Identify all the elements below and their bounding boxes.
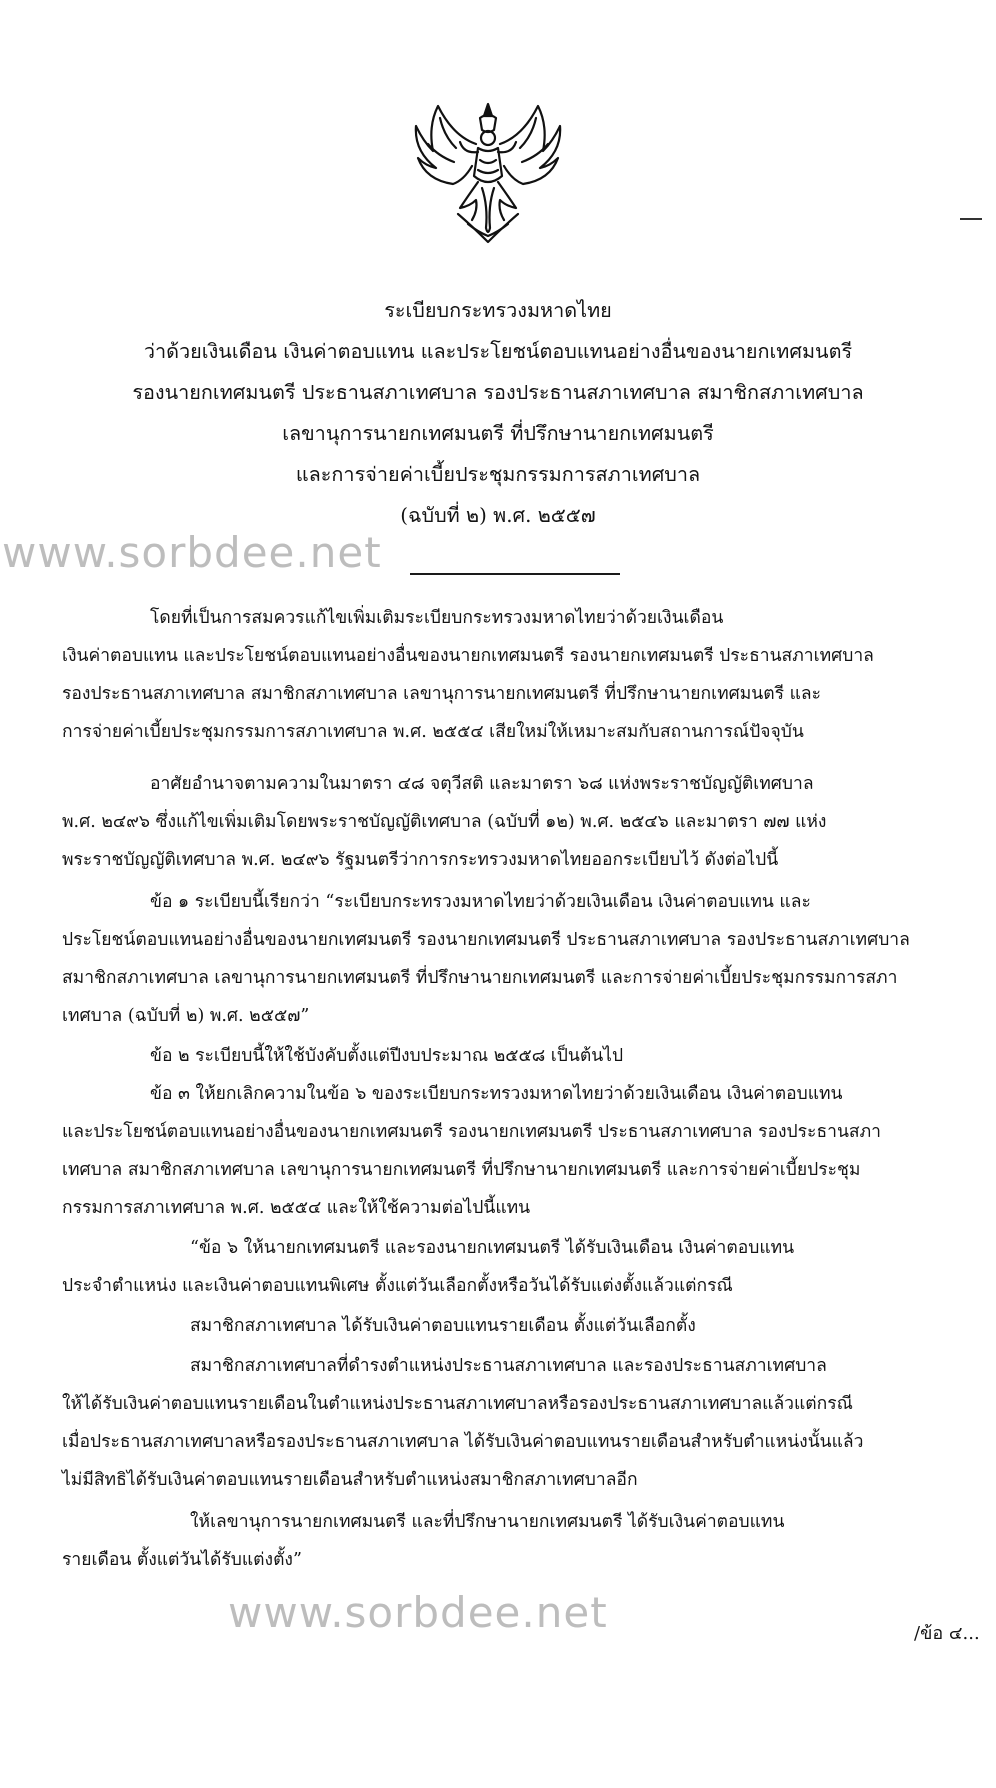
title-line: รองนายกเทศมนตรี ประธานสภาเทศบาล รองประธานสภาเทศบาล สมาชิกสภาเทศบาล [132, 381, 864, 404]
body-line: อาศัยอำนาจตามความในมาตรา ๔๘ จตุวีสติ และมาตรา ๖๘ แห่งพระราชบัญญัติเทศบาล [150, 774, 814, 794]
title-line: ว่าด้วยเงินเดือน เงินค่าตอบแทน และประโยชน์ตอบแทนอย่างอื่นของนายกเทศมนตรี [143, 340, 853, 363]
body-line: ให้ได้รับเงินค่าตอบแทนรายเดือนในตำแหน่งประธานสภาเทศบาลหรือรองประธานสภาเทศบาลแล้วแต่กรณี [62, 1394, 853, 1414]
body-line: เทศบาล (ฉบับที่ ๒) พ.ศ. ๒๕๕๗” [62, 1006, 310, 1026]
body-line: สมาชิกสภาเทศบาล เลขานุการนายกเทศมนตรี ที่ปรึกษานายกเทศมนตรี และการจ่ายค่าเบี้ยประชุมกรรมการสภา [62, 968, 898, 988]
body-line: รายเดือน ตั้งแต่วันได้รับแต่งตั้ง” [62, 1550, 302, 1570]
body-line: ไม่มีสิทธิได้รับเงินค่าตอบแทนรายเดือนสำหรับตำแหน่งสมาชิกสภาเทศบาลอีก [62, 1470, 638, 1490]
body-line: ข้อ ๒ ระเบียบนี้ให้ใช้บังคับตั้งแต่ปีงบประมาณ ๒๕๕๘ เป็นต้นไป [150, 1046, 624, 1066]
body-line: พระราชบัญญัติเทศบาล พ.ศ. ๒๔๙๖ รัฐมนตรีว่าการกระทรวงมหาดไทยออกระเบียบไว้ ดังต่อไปนี้ [62, 850, 779, 870]
title-underline [410, 573, 620, 575]
body-line: ประโยชน์ตอบแทนอย่างอื่นของนายกเทศมนตรี รองนายกเทศมนตรี ประธานสภาเทศบาล รองประธานสภาเทศบาล [62, 930, 910, 950]
body-line: สมาชิกสภาเทศบาล ได้รับเงินค่าตอบแทนรายเดือน ตั้งแต่วันเลือกตั้ง [190, 1316, 696, 1336]
body-line: โดยที่เป็นการสมควรแก้ไขเพิ่มเติมระเบียบกระทรวงมหาดไทยว่าด้วยเงินเดือน [150, 608, 724, 628]
watermark-text: www.sorbdee.net [228, 1588, 608, 1637]
body-line: ข้อ ๓ ให้ยกเลิกความในข้อ ๖ ของระเบียบกระทรวงมหาดไทยว่าด้วยเงินเดือน เงินค่าตอบแทน [150, 1084, 843, 1104]
body-line: พ.ศ. ๒๔๙๖ ซึ่งแก้ไขเพิ่มเติมโดยพระราชบัญญัติเทศบาล (ฉบับที่ ๑๒) พ.ศ. ๒๕๔๖ และมาตรา ๗๗ แห่ง [62, 812, 827, 832]
body-line: เงินค่าตอบแทน และประโยชน์ตอบแทนอย่างอื่นของนายกเทศมนตรี รองนายกเทศมนตรี ประธานสภาเทศบาล [62, 646, 874, 666]
document-title [0, 290, 996, 536]
body-line: เทศบาล สมาชิกสภาเทศบาล เลขานุการนายกเทศมนตรี ที่ปรึกษานายกเทศมนตรี และการจ่ายค่าเบี้ยประชุม [62, 1160, 861, 1180]
body-line: และประโยชน์ตอบแทนอย่างอื่นของนายกเทศมนตรี รองนายกเทศมนตรี ประธานสภาเทศบาล รองประธานสภา [62, 1122, 881, 1142]
body-line: รองประธานสภาเทศบาล สมาชิกสภาเทศบาล เลขานุการนายกเทศมนตรี ที่ปรึกษานายกเทศมนตรี และ [62, 684, 821, 704]
garuda-emblem-icon [398, 96, 578, 246]
title-line: และการจ่ายค่าเบี้ยประชุมกรรมการสภาเทศบาล [295, 463, 701, 486]
body-line: กรรมการสภาเทศบาล พ.ศ. ๒๕๕๔ และให้ใช้ความต่อไปนี้แทน [62, 1198, 531, 1218]
title-line: (ฉบับที่ ๒) พ.ศ. ๒๕๕๗ [400, 504, 596, 527]
body-line: “ข้อ ๖ ให้นายกเทศมนตรี และรองนายกเทศมนตรี ได้รับเงินเดือน เงินค่าตอบแทน [190, 1238, 795, 1258]
body-line: ประจำตำแหน่ง และเงินค่าตอบแทนพิเศษ ตั้งแต่วันเลือกตั้งหรือวันได้รับแต่งตั้งแล้วแต่กรณี [62, 1276, 733, 1296]
body-line: ให้เลขานุการนายกเทศมนตรี และที่ปรึกษานายกเทศมนตรี ได้รับเงินค่าตอบแทน [190, 1512, 785, 1532]
body-line: การจ่ายค่าเบี้ยประชุมกรรมการสภาเทศบาล พ.ศ. ๒๕๕๔ เสียใหม่ให้เหมาะสมกับสถานการณ์ปัจจุบัน [62, 722, 804, 742]
body-line: สมาชิกสภาเทศบาลที่ดำรงตำแหน่งประธานสภาเทศบาล และรองประธานสภาเทศบาล [190, 1356, 827, 1376]
title-line: ระเบียบกระทรวงมหาดไทย [384, 299, 612, 322]
title-line: เลขานุการนายกเทศมนตรี ที่ปรึกษานายกเทศมนตรี [282, 422, 714, 445]
watermark-text: www.sorbdee.net [2, 528, 382, 577]
continuation-marker: /ข้อ ๔... [914, 1623, 980, 1644]
body-line: ข้อ ๑ ระเบียบนี้เรียกว่า “ระเบียบกระทรวงมหาดไทยว่าด้วยเงินเดือน เงินค่าตอบแทน และ [150, 892, 811, 912]
body-line: เมื่อประธานสภาเทศบาลหรือรองประธานสภาเทศบาล ได้รับเงินค่าตอบแทนรายเดือนสำหรับตำแหน่งนั้นแล้ว [62, 1432, 864, 1452]
margin-mark [960, 218, 982, 220]
